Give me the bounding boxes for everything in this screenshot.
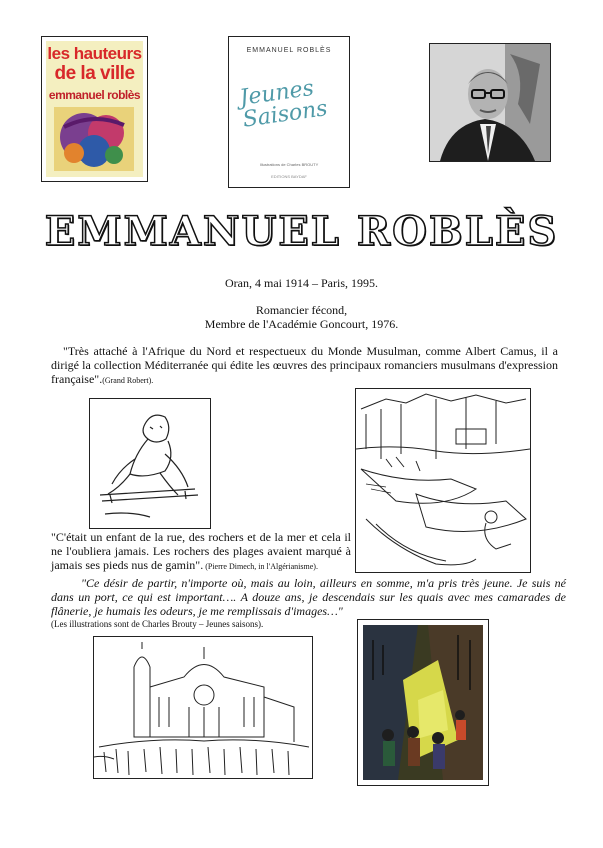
page-title: EMMANUEL ROBLÈS bbox=[44, 208, 559, 255]
quote-pierre-dimech bbox=[51, 530, 351, 574]
quote3-text: "Ce désir de partir, n'importe où, mais au loin, ailleurs en somme, m'a pris très jeune. Je suis né dans un port, ce qui est important…. A douze ans, je descendais sur les quais avec mes camarades de flânerie, je humais les odeurs, je me remplissais d'images…" bbox=[51, 576, 566, 618]
cover-title-line1: les hauteurs bbox=[47, 44, 142, 63]
cover2-illustrator: Illustrations de Charles BROUTY bbox=[259, 162, 319, 167]
sketch-child-on-cart bbox=[89, 398, 211, 529]
quote2-text: "C'était un enfant de la rue, des rochers et de la mer et cela il ne l'oubliera jamais. Les rochers des plages avaient marqué à jamais ses pieds nus de gamin". bbox=[51, 530, 351, 572]
sketch-harbor-boats bbox=[355, 388, 531, 573]
cover2-publisher: EDITIONS BAYDAF bbox=[271, 174, 307, 179]
quote1-text: "Très attaché à l'Afrique du Nord et respectueux du Monde Musulman, comme Albert Camus, il a dirigé la collection Méditerranée qui édite les œuvres des principaux romanciers musulmans d'expression française". bbox=[51, 344, 558, 386]
birth-death-dates: Oran, 4 mai 1914 – Paris, 1995. bbox=[225, 276, 378, 290]
quote1-source: (Grand Robert). bbox=[102, 376, 154, 385]
cover-background bbox=[46, 41, 143, 177]
illustration-credits: (Les illustrations sont de Charles Brouty – Jeunes saisons). bbox=[51, 619, 264, 629]
cover2-author: EMMANUEL ROBLÈS bbox=[246, 47, 332, 54]
sketch-cathedral-crowd bbox=[93, 636, 313, 779]
role-line-1: Romancier fécond, bbox=[255, 303, 348, 317]
role-line-2: Membre de l'Académie Goncourt, 1976. bbox=[204, 317, 399, 331]
cover-painting bbox=[54, 107, 134, 171]
quote2-source: (Pierre Dimech, in l'Algérianisme). bbox=[203, 562, 318, 571]
cover2-title: Jeunes Saisons bbox=[238, 75, 330, 133]
book-cover-les-hauteurs-de-la-ville bbox=[41, 36, 148, 182]
quote-robles bbox=[51, 576, 566, 618]
sketch-street-night-color bbox=[357, 619, 489, 786]
quote-grand-robert bbox=[51, 344, 558, 388]
cover-title-line2: de la ville bbox=[54, 63, 135, 84]
cover-author: emmanuel roblès bbox=[48, 88, 141, 102]
author-portrait-photo bbox=[429, 43, 551, 162]
book-cover-jeunes-saisons bbox=[228, 36, 350, 188]
